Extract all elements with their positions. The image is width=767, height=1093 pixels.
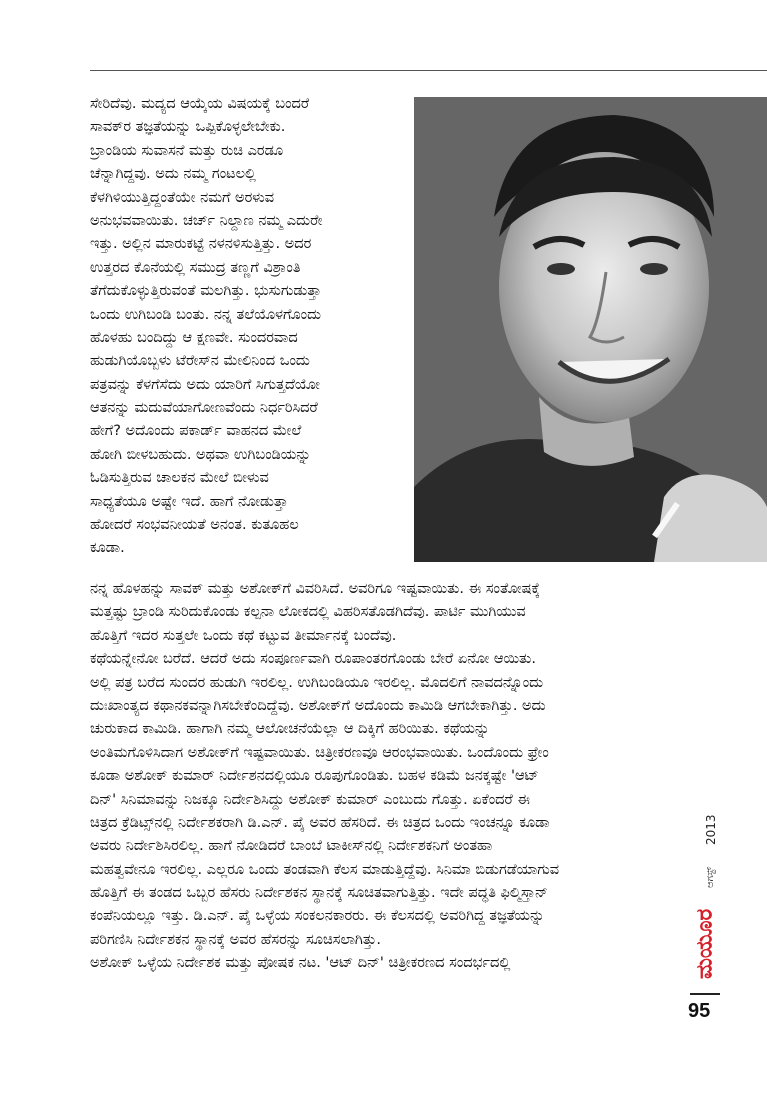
- text-line: ಅಶೋಕ್ ಒಳ್ಳೆಯ ನಿರ್ದೇಶಕ ಮತ್ತು ಪೋಷಕ ನಟ. 'ಆಟ್ ದಿನ್' ಚಿತ್ರೀಕರಣದ ಸಂದರ್ಭದಲ್ಲಿ: [90, 955, 511, 972]
- text-line: ಸಾವಕ್‌ರ ತಜ್ಞತೆಯನ್ನು ಒಪ್ಪಿಕೊಳ್ಳಲೇಬೇಕು.: [90, 119, 286, 136]
- text-line: ಕೆಳಗಿಳಿಯುತ್ತಿದ್ದಂತೆಯೇ ನಮಗೆ ಅರಳುವ: [90, 189, 275, 206]
- text-line: ಅನುಭವವಾಯಿತು. ಚರ್ಚ್ ನಿಲ್ದಾಣ ನಮ್ಮ ಎದುರೇ: [90, 212, 323, 229]
- text-line: ಹೊತ್ತಿಗೆ ಇದರ ಸುತ್ತಲೇ ಒಂದು ಕಥೆ ಕಟ್ಟುವ ತೀರ್ಮಾನಕ್ಕೆ ಬಂದೆವು.: [90, 627, 397, 644]
- text-line: ಹೋದರೆ ಸಂಭವನೀಯತೆ ಅನಂತ. ಕುತೂಹಲ: [90, 517, 299, 534]
- text-line: ನನ್ನ ಹೊಳಹನ್ನು ಸಾವಕ್ ಮತ್ತು ಅಶೋಕ್‌ಗೆ ವಿವರಿಸಿದೆ. ಅವರಿಗೂ ಇಷ್ಟವಾಯಿತು. ಈ ಸಂತೋಷಕ್ಕೆ: [90, 581, 540, 597]
- text-line: ಹೊತ್ತಿಗೆ ಈ ತಂಡದ ಒಬ್ಬರ ಹೆಸರು ನಿರ್ದೇಶಕನ ಸ್ಥಾನಕ್ಕೆ ಸೂಚಿತವಾಗುತ್ತಿತ್ತು. ಇದೇ ಪದ್ಧತಿ ಫಿಲ್ಮಿಸ್ತಾನ್: [90, 885, 548, 902]
- text-line: ಅಲ್ಲಿ ಪತ್ರ ಬರೆದ ಸುಂದರ ಹುಡುಗಿ ಇರಲಿಲ್ಲ. ಉಗಿಬಂಡಿಯೂ ಇರಲಿಲ್ಲ. ಮೊದಲಿಗೆ ನಾವದನ್ನೊಂದು: [90, 674, 544, 691]
- text-line: ಹುಡುಗಿಯೊಬ್ಬಳು ಟೆರೇಸ್‌ನ ಮೇಲಿನಿಂದ ಒಂದು: [90, 353, 310, 370]
- text-line: ಇತ್ತು. ಅಲ್ಲಿನ ಮಾರುಕಟ್ಟೆ ನಳನಳಿಸುತ್ತಿತ್ತು. ಅದರ: [90, 236, 312, 253]
- text-line: ಅವರು ನಿರ್ದೇಶಿಸಿರಲಿಲ್ಲ. ಹಾಗೆ ನೋಡಿದರೆ ಬಾಂಬೆ ಟಾಕೀಸ್‌ನಲ್ಲಿ ನಿರ್ದೇಶಕನಿಗೆ ಅಂತಹಾ: [90, 838, 493, 855]
- text-line: ದುಃಖಾಂತ್ಯದ ಕಥಾನಕವನ್ನಾಗಿಸಬೇಕೆಂದಿದ್ದೆವು. ಅಶೋಕ್‌ಗೆ ಅದೊಂದು ಕಾಮಿಡಿ ಆಗಬೇಕಾಗಿತ್ತು. ಅದು: [90, 697, 546, 714]
- text-line: ಹೊಳಹು ಬಂದಿದ್ದು ಆ ಕ್ಷಣವೇ. ಸುಂದರವಾದ: [90, 329, 298, 346]
- text-line: ಕೂಡಾ.: [90, 540, 125, 557]
- text-line: ಪತ್ರವನ್ನು ಕೆಳಗೆಸೆದು ಅದು ಯಾರಿಗೆ ಸಿಗುತ್ತದೆಯೋ: [90, 376, 320, 393]
- page-number: 95: [688, 1000, 711, 1022]
- text-line: ಕಂಪೆನಿಯಲ್ಲೂ ಇತ್ತು. ಡಿ.ಎನ್. ಪೈ ಒಳ್ಳೆಯ ಸಂಕಲನಕಾರರು. ಈ ಕೆಲಸದಲ್ಲಿ ಅವರಿಗಿದ್ದ ತಜ್ಞತೆಯನ್ನು: [90, 908, 545, 925]
- page-number-rule: [690, 993, 720, 995]
- text-line: ಚುರುಕಾದ ಕಾಮಿಡಿ. ಹಾಗಾಗಿ ನಮ್ಮ ಆಲೋಚನೆಯೆಲ್ಲಾ ಆ ದಿಕ್ಕಿಗೆ ಹರಿಯಿತು. ಕಥೆಯನ್ನು: [90, 721, 490, 738]
- text-line: ಮತ್ತಷ್ಟು ಬ್ರಾಂಡಿ ಸುರಿದುಕೊಂಡು ಕಲ್ಪನಾ ಲೋಕದಲ್ಲಿ ವಿಹರಿಸತೊಡಗಿದೆವು. ಪಾರ್ಟಿ ಮುಗಿಯುವ: [90, 604, 526, 621]
- text-line: ಹೋಗಿ ಬೀಳಬಹುದು. ಅಥವಾ ಉಗಿಬಂಡಿಯನ್ನು: [90, 446, 311, 463]
- text-line: ಅಂತಿಮಗೊಳಿಸಿದಾಗ ಅಶೋಕ್‌ಗೆ ಇಷ್ಟವಾಯಿತು. ಚಿತ್ರೀಕರಣವೂ ಆರಂಭವಾಯಿತು. ಒಂದೊಂದು ಫ್ರೇಂ: [90, 744, 549, 761]
- text-line: ಚೆನ್ನಾಗಿದ್ದವು. ಅದು ನಮ್ಮ ಗಂಟಲಲ್ಲಿ: [90, 166, 256, 183]
- text-line: ಒಂದು ಉಗಿಬಂಡಿ ಬಂತು. ನನ್ನ ತಲೆಯೊಳಗೊಂದು: [90, 306, 322, 323]
- issue-year: 2013: [704, 814, 718, 846]
- text-line: ಕಥೆಯನ್ನೇನೋ ಬರೆದೆ. ಆದರೆ ಅದು ಸಂಪೂರ್ಣವಾಗಿ ರೂಪಾಂತರಗೊಂಡು ಬೇರೆ ಏನೋ ಆಯಿತು.: [90, 651, 536, 668]
- text-line: ಚಿತ್ರದ ಕ್ರೆಡಿಟ್ಸ್‌ನಲ್ಲಿ ನಿರ್ದೇಶಕರಾಗಿ ಡಿ.ಎನ್. ಪೈ ಅವರ ಹೆಸರಿದೆ. ಈ ಚಿತ್ರದ ಒಂದು ಇಂಚನ್ನೂ ಕೂಡಾ: [90, 814, 550, 831]
- magazine-brand: ಮಯೂರ: [692, 908, 718, 980]
- column-text: [90, 93, 408, 561]
- issue-month: ಆಗಸ್ಟ್: [705, 866, 716, 888]
- text-line: ತೆಗೆದುಕೊಳ್ಳುತ್ತಿರುವಂತೆ ಮಲಗಿತ್ತು. ಭುಸುಗುಡುತ್ತಾ: [90, 283, 322, 300]
- header-rule: [90, 70, 767, 71]
- text-line: ಆತನನ್ನು ಮದುವೆಯಾಗೋಣವೆಂದು ನಿರ್ಧರಿಸಿದರೆ: [90, 400, 318, 417]
- portrait-photo: [414, 97, 767, 562]
- text-line: ಮಹತ್ವವೇನೂ ಇರಲಿಲ್ಲ. ಎಲ್ಲರೂ ಒಂದು ತಂಡವಾಗಿ ಕೆಲಸ ಮಾಡುತ್ತಿದ್ದೆವು. ಸಿನಿಮಾ ಬಿಡುಗಡೆಯಾಗುವ: [90, 861, 560, 878]
- text-line: ದಿನ್' ಸಿನಿಮಾವನ್ನು ನಿಜಕ್ಕೂ ನಿರ್ದೇಶಿಸಿದ್ದು ಅಶೋಕ್ ಕುಮಾರ್ ಎಂಬುದು ಗೊತ್ತು. ಏಕೆಂದರೆ ಈ: [90, 791, 530, 808]
- body-text: [90, 578, 665, 976]
- text-line: ಕೂಡಾ ಅಶೋಕ್ ಕುಮಾರ್ ನಿರ್ದೇಶನದಲ್ಲಿಯೂ ರೂಪುಗೊಂಡಿತು. ಬಹಳ ಕಡಿಮೆ ಜನಕ್ಕಷ್ಟೇ 'ಆಟ್: [90, 768, 539, 785]
- text-line: ಉತ್ತರದ ಕೊನೆಯಲ್ಲಿ ಸಮುದ್ರ ತಣ್ಣಗೆ ವಿಶ್ರಾಂತಿ: [90, 259, 301, 276]
- text-line: ಹೇಗೆ? ಅದೊಂದು ಪಕಾರ್ಡ್ ವಾಹನದ ಮೇಲೆ: [90, 423, 302, 440]
- text-line: ಪರಿಗಣಿಸಿ ನಿರ್ದೇಶಕನ ಸ್ಥಾನಕ್ಕೆ ಅವರ ಹೆಸರನ್ನು ಸೂಚಿಸಲಾಗಿತ್ತು.: [90, 931, 382, 948]
- text-line: ಬ್ರಾಂಡಿಯ ಸುವಾಸನೆ ಮತ್ತು ರುಚಿ ಎರಡೂ: [90, 142, 284, 159]
- text-line: ಸೇರಿದೆವು. ಮದ್ಯದ ಆಯ್ಕೆಯ ವಿಷಯಕ್ಕೆ ಬಂದರೆ: [90, 96, 310, 112]
- text-line: ಓಡಿಸುತ್ತಿರುವ ಚಾಲಕನ ಮೇಲೆ ಬೀಳುವ: [90, 470, 269, 487]
- text-line: ಸಾಧ್ಯತೆಯೂ ಅಷ್ಟೇ ಇದೆ. ಹಾಗೆ ನೋಡುತ್ತಾ: [90, 493, 288, 510]
